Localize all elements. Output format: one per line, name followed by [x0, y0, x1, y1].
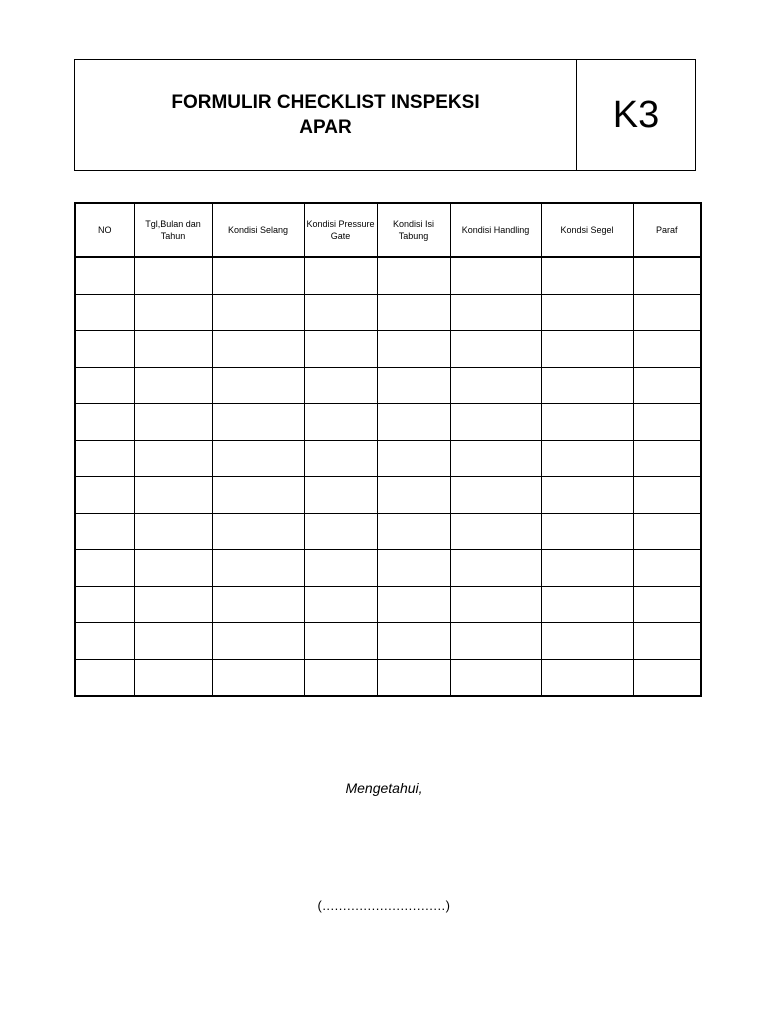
form-title-line2: APAR: [299, 117, 352, 138]
acknowledged-label: Mengetahui,: [345, 780, 423, 796]
table-cell[interactable]: [134, 367, 212, 404]
table-cell[interactable]: [304, 586, 377, 623]
table-cell[interactable]: [541, 257, 633, 294]
table-cell[interactable]: [75, 513, 134, 550]
signature-placeholder: (..............................): [317, 898, 451, 913]
table-cell[interactable]: [134, 440, 212, 477]
table-cell[interactable]: [304, 659, 377, 696]
table-cell[interactable]: [541, 550, 633, 587]
table-cell[interactable]: [75, 550, 134, 587]
form-header: [74, 59, 696, 171]
table-cell[interactable]: [304, 257, 377, 294]
table-cell[interactable]: [633, 367, 701, 404]
table-cell[interactable]: [75, 367, 134, 404]
table-cell[interactable]: [75, 623, 134, 660]
col-header-no: NO: [75, 203, 134, 257]
table-cell[interactable]: [450, 294, 541, 331]
table-cell[interactable]: [377, 477, 450, 514]
table-cell[interactable]: [541, 623, 633, 660]
table-cell[interactable]: [541, 440, 633, 477]
table-cell[interactable]: [212, 331, 304, 368]
table-cell[interactable]: [633, 331, 701, 368]
table-cell[interactable]: [377, 550, 450, 587]
table-cell[interactable]: [377, 294, 450, 331]
table-cell[interactable]: [541, 404, 633, 441]
table-cell[interactable]: [377, 331, 450, 368]
col-header-signature: Paraf: [633, 203, 701, 257]
table-row: [75, 659, 701, 696]
table-cell[interactable]: [212, 586, 304, 623]
table-row: [75, 257, 701, 294]
table-cell[interactable]: [541, 586, 633, 623]
table-cell[interactable]: [450, 513, 541, 550]
table-cell[interactable]: [633, 586, 701, 623]
table-cell[interactable]: [304, 477, 377, 514]
table-body: [75, 257, 701, 696]
table-cell[interactable]: [541, 659, 633, 696]
table-row: [75, 586, 701, 623]
table-cell[interactable]: [212, 659, 304, 696]
table-cell[interactable]: [212, 477, 304, 514]
table-cell[interactable]: [450, 623, 541, 660]
table-cell[interactable]: [212, 623, 304, 660]
table-cell[interactable]: [541, 477, 633, 514]
table-cell[interactable]: [75, 477, 134, 514]
table-cell[interactable]: [377, 659, 450, 696]
table-cell[interactable]: [134, 659, 212, 696]
table-cell[interactable]: [541, 367, 633, 404]
table-cell[interactable]: [75, 440, 134, 477]
table-row: [75, 513, 701, 550]
table-cell[interactable]: [304, 550, 377, 587]
col-header-hose: Kondisi Selang: [212, 203, 304, 257]
table-cell[interactable]: [212, 367, 304, 404]
table-cell[interactable]: [304, 294, 377, 331]
table-cell[interactable]: [134, 550, 212, 587]
table-cell[interactable]: [134, 513, 212, 550]
col-header-date: Tgl,Bulan dan Tahun: [134, 203, 212, 257]
table-cell[interactable]: [633, 440, 701, 477]
table-cell[interactable]: [633, 659, 701, 696]
col-header-handling: Kondisi Handling: [450, 203, 541, 257]
table-cell[interactable]: [633, 294, 701, 331]
table-cell[interactable]: [304, 623, 377, 660]
table-cell[interactable]: [134, 623, 212, 660]
table-cell[interactable]: [450, 367, 541, 404]
table-cell[interactable]: [377, 513, 450, 550]
table-cell[interactable]: [75, 586, 134, 623]
table-cell[interactable]: [450, 550, 541, 587]
col-header-pressure-gauge: Kondisi Pressure Gate: [304, 203, 377, 257]
table-cell[interactable]: [377, 404, 450, 441]
table-row: [75, 440, 701, 477]
form-title: [75, 60, 577, 170]
table-cell[interactable]: [75, 331, 134, 368]
table-cell[interactable]: [134, 477, 212, 514]
table-cell[interactable]: [450, 440, 541, 477]
table-row: [75, 623, 701, 660]
table-row: [75, 477, 701, 514]
table-cell[interactable]: [633, 550, 701, 587]
form-code: K3: [612, 93, 660, 136]
table-cell[interactable]: [75, 659, 134, 696]
table-cell[interactable]: [75, 404, 134, 441]
inspection-table: [74, 202, 702, 697]
table-header-row: [75, 203, 701, 257]
table-row: [75, 367, 701, 404]
table-cell[interactable]: [134, 404, 212, 441]
table-cell[interactable]: [633, 623, 701, 660]
table-cell[interactable]: [450, 586, 541, 623]
table-cell[interactable]: [541, 513, 633, 550]
table-cell[interactable]: [212, 404, 304, 441]
table-cell[interactable]: [134, 586, 212, 623]
form-title-line1: FORMULIR CHECKLIST INSPEKSI: [171, 92, 480, 113]
table-cell[interactable]: [450, 404, 541, 441]
table-cell[interactable]: [377, 440, 450, 477]
table-cell[interactable]: [633, 477, 701, 514]
table-row: [75, 550, 701, 587]
table-cell[interactable]: [377, 623, 450, 660]
table-cell[interactable]: [134, 294, 212, 331]
table-cell[interactable]: [304, 440, 377, 477]
table-cell[interactable]: [212, 257, 304, 294]
table-cell[interactable]: [304, 331, 377, 368]
table-row: [75, 331, 701, 368]
table-cell[interactable]: [633, 404, 701, 441]
table-cell[interactable]: [75, 294, 134, 331]
table-cell[interactable]: [304, 404, 377, 441]
table-cell[interactable]: [134, 331, 212, 368]
table-cell[interactable]: [304, 513, 377, 550]
table-cell[interactable]: [304, 367, 377, 404]
col-header-tube-content: Kondisi Isi Tabung: [377, 203, 450, 257]
table-cell[interactable]: [450, 477, 541, 514]
table-cell[interactable]: [212, 513, 304, 550]
table-cell[interactable]: [134, 257, 212, 294]
table-cell[interactable]: [450, 331, 541, 368]
table-cell[interactable]: [377, 257, 450, 294]
table-cell[interactable]: [450, 659, 541, 696]
table-cell[interactable]: [377, 586, 450, 623]
col-header-seal: Kondsi Segel: [541, 203, 633, 257]
table-cell[interactable]: [541, 331, 633, 368]
table-row: [75, 294, 701, 331]
table-cell[interactable]: [75, 257, 134, 294]
table-cell[interactable]: [541, 294, 633, 331]
table-row: [75, 404, 701, 441]
table-cell[interactable]: [377, 367, 450, 404]
table-cell[interactable]: [633, 513, 701, 550]
table-cell[interactable]: [212, 294, 304, 331]
table-cell[interactable]: [633, 257, 701, 294]
table-cell[interactable]: [212, 440, 304, 477]
table-cell[interactable]: [450, 257, 541, 294]
table-cell[interactable]: [212, 550, 304, 587]
